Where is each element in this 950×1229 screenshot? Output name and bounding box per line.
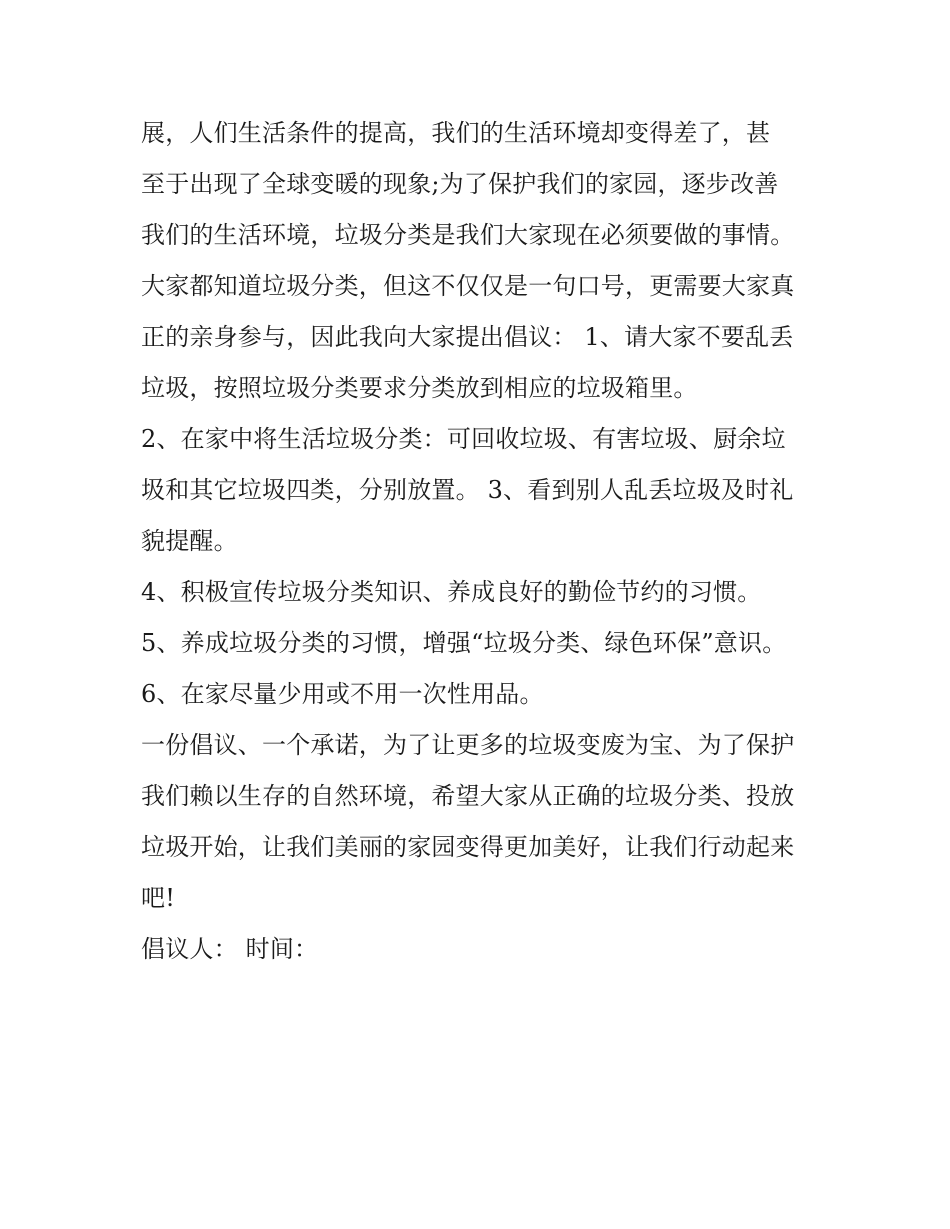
text-line: 2、在家中将生活垃圾分类：可回收垃圾、有害垃圾、厨余垃 xyxy=(141,425,786,453)
body-text xyxy=(141,108,821,975)
text-line: 貌提醒。 xyxy=(141,527,238,555)
text-line: 我们赖以生存的自然环境，希望大家从正确的垃圾分类、投放 xyxy=(141,782,795,810)
text-line: 吧! xyxy=(141,884,176,912)
text-line: 5、养成垃圾分类的习惯，增强“垃圾分类、绿色环保”意识。 xyxy=(141,629,787,657)
text-line: 展，人们生活条件的提高，我们的生活环境却变得差了，甚 xyxy=(141,119,771,147)
text-line: 至于出现了全球变暖的现象;为了保护我们的家园，逐步改善 xyxy=(141,170,779,198)
text-line: 圾和其它垃圾四类，分别放置。 3、看到别人乱丢垃圾及时礼 xyxy=(141,476,794,504)
text-line: 我们的生活环境，垃圾分类是我们大家现在必须要做的事情。 xyxy=(141,221,795,249)
text-line: 垃圾开始，让我们美丽的家园变得更加美好，让我们行动起来 xyxy=(141,833,795,861)
text-line: 一份倡议、一个承诺，为了让更多的垃圾变废为宝、为了保护 xyxy=(141,731,795,759)
text-line: 6、在家尽量少用或不用一次性用品。 xyxy=(141,680,544,708)
text-line: 4、积极宣传垃圾分类知识、养成良好的勤俭节约的习惯。 xyxy=(141,578,762,606)
signature-line: 倡议人： 时间： xyxy=(141,935,319,963)
text-line: 大家都知道垃圾分类，但这不仅仅是一句口号，更需要大家真 xyxy=(141,272,795,300)
text-line: 正的亲身参与，因此我向大家提出倡议： 1、请大家不要乱丢 xyxy=(141,323,794,351)
text-line: 垃圾，按照垃圾分类要求分类放到相应的垃圾箱里。 xyxy=(141,374,698,402)
